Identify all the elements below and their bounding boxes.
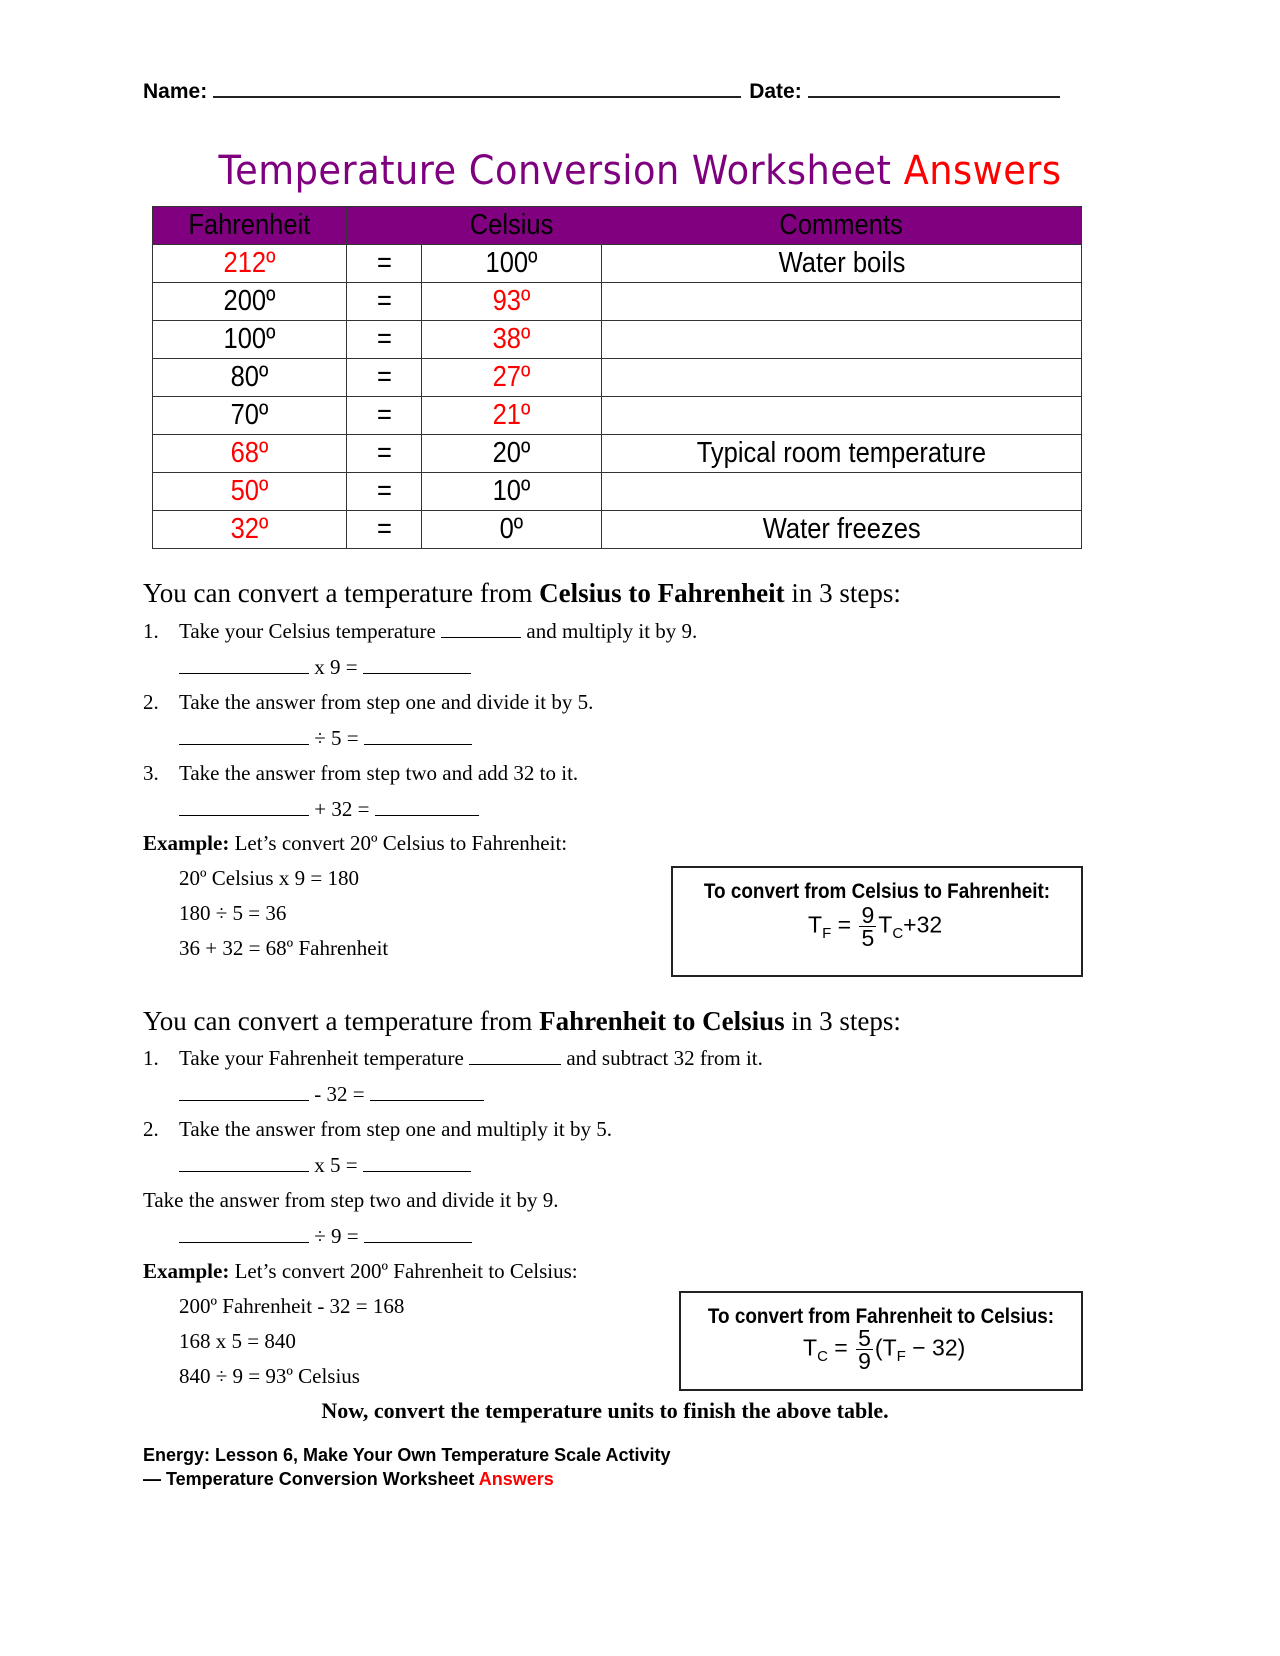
c-to-f-calc-1 <box>179 655 471 679</box>
table-row <box>153 321 1082 359</box>
cell-celsius-text: 20º <box>492 437 531 469</box>
cell-equals <box>347 511 422 549</box>
calc-input-blank[interactable] <box>179 726 309 745</box>
footer-line-1: Energy: Lesson 6, Make Your Own Temperature Scale Activity <box>143 1445 671 1465</box>
c-to-f-calc-3 <box>179 797 479 821</box>
cell-equals-text: = <box>376 285 392 317</box>
calc-operator: ÷ 5 = <box>309 726 364 750</box>
calc-result-blank[interactable] <box>363 1153 471 1172</box>
calc-result-blank[interactable] <box>363 655 471 674</box>
cell-fahrenheit-text: 212º <box>223 247 276 279</box>
header-comments: Comments <box>602 207 1082 245</box>
f-to-c-step-2 <box>143 1117 612 1141</box>
example-text: Let’s convert 20º Celsius to Fahrenheit: <box>229 831 568 855</box>
f-to-c-example-heading <box>143 1259 578 1283</box>
cell-comment <box>602 245 1082 283</box>
cell-celsius-text: 27º <box>492 361 531 393</box>
table-row <box>153 511 1082 549</box>
step-text: Take your Fahrenheit temperature <box>179 1046 470 1070</box>
table-row <box>153 359 1082 397</box>
intro-text-end: in 3 steps: <box>784 578 901 608</box>
title-main: Temperature Conversion Worksheet <box>218 148 892 194</box>
calc-input-blank[interactable] <box>179 797 309 816</box>
c-to-f-step-1 <box>143 619 697 643</box>
calc-operator: - 32 = <box>309 1082 370 1106</box>
table-header-row <box>153 207 1082 245</box>
example-label: Example: <box>143 1259 230 1283</box>
f-to-c-calc-2 <box>179 1153 471 1177</box>
cell-fahrenheit-text: 68º <box>230 437 269 469</box>
c-to-f-example-heading <box>143 831 567 855</box>
step-number: 2. <box>143 690 159 714</box>
formula-fraction <box>859 904 876 949</box>
header-celsius: Celsius <box>422 207 602 245</box>
cell-equals <box>347 321 422 359</box>
name-date-bar <box>143 78 1083 104</box>
step-number: 1. <box>143 619 159 643</box>
cell-celsius <box>422 245 602 283</box>
cell-equals-text: = <box>376 475 392 507</box>
date-field[interactable] <box>808 78 1060 98</box>
cell-comment <box>602 473 1082 511</box>
formula-variable-sub: C <box>892 925 904 943</box>
cell-comment <box>602 359 1082 397</box>
formula-lhs-sub: C <box>817 1348 828 1366</box>
cell-equals-text: = <box>376 513 392 545</box>
cell-fahrenheit <box>153 473 347 511</box>
cell-comment <box>602 435 1082 473</box>
calc-operator: ÷ 9 = <box>309 1224 364 1248</box>
f-to-c-formula <box>803 1327 965 1372</box>
cell-comment-text: Water boils <box>778 247 905 279</box>
f-to-c-step-3 <box>143 1188 559 1212</box>
conversion-table <box>152 206 1082 549</box>
cell-fahrenheit-text: 200º <box>223 285 276 317</box>
table-row <box>153 435 1082 473</box>
f-to-c-calc-3 <box>179 1224 472 1248</box>
cell-equals-text: = <box>376 399 392 431</box>
cell-comment <box>602 397 1082 435</box>
formula-variable: (T <box>874 1334 897 1361</box>
cell-celsius <box>422 397 602 435</box>
step-text: Take the answer from step two and divide it by 9. <box>143 1188 559 1212</box>
cell-celsius <box>422 283 602 321</box>
cell-comment <box>602 283 1082 321</box>
cell-fahrenheit <box>153 359 347 397</box>
formula-lhs: T <box>808 911 823 938</box>
f-to-c-step-1 <box>143 1046 763 1070</box>
answer-blank[interactable] <box>441 619 521 638</box>
cell-fahrenheit-text: 70º <box>230 399 269 431</box>
f-to-c-example-line-1: 200º Fahrenheit - 32 = 168 <box>179 1294 405 1318</box>
header-equals <box>347 207 422 245</box>
cell-equals-text: = <box>376 323 392 355</box>
cell-equals <box>347 359 422 397</box>
table-row <box>153 473 1082 511</box>
calc-input-blank[interactable] <box>179 1082 309 1101</box>
f-to-c-example-line-2: 168 x 5 = 840 <box>179 1329 296 1353</box>
cell-equals-text: = <box>376 361 392 393</box>
cell-celsius-text: 93º <box>492 285 531 317</box>
intro-bold: Celsius to Fahrenheit <box>539 578 785 608</box>
calc-operator: x 5 = <box>309 1153 363 1177</box>
intro-text: You can convert a temperature from <box>143 578 540 608</box>
cell-celsius <box>422 321 602 359</box>
date-label: Date: <box>749 80 802 103</box>
c-to-f-example-line-1: 20º Celsius x 9 = 180 <box>179 866 359 890</box>
table-row <box>153 245 1082 283</box>
footer-line-2 <box>143 1467 671 1491</box>
calc-operator: + 32 = <box>309 797 375 821</box>
step-text-end: and multiply it by 9. <box>521 619 698 643</box>
fraction-denominator: 9 <box>858 1348 871 1374</box>
step-text: Take the answer from step one and divide it by 5. <box>179 690 594 714</box>
worksheet-title <box>51 148 1229 194</box>
cell-comment-text: Water freezes <box>762 513 921 545</box>
calc-input-blank[interactable] <box>179 655 309 674</box>
footer <box>143 1443 671 1491</box>
step-number: 3. <box>143 761 159 785</box>
step-text: Take the answer from step two and add 32 to it. <box>179 761 579 785</box>
cell-fahrenheit <box>153 283 347 321</box>
calc-operator: x 9 = <box>309 655 363 679</box>
cell-celsius <box>422 359 602 397</box>
f-to-c-formula-box <box>679 1291 1083 1391</box>
example-label: Example: <box>143 831 230 855</box>
cell-fahrenheit <box>153 397 347 435</box>
calc-result-blank[interactable] <box>364 726 472 745</box>
fraction-numerator: 9 <box>861 902 875 928</box>
cell-celsius-text: 100º <box>485 247 538 279</box>
c-to-f-example-line-3: 36 + 32 = 68º Fahrenheit <box>179 936 389 960</box>
c-to-f-formula <box>808 904 942 949</box>
step-text: Take your Celsius temperature <box>179 619 442 643</box>
intro-text-end: in 3 steps: <box>784 1006 901 1036</box>
cell-comment-text: Typical room temperature <box>696 437 987 469</box>
formula-variable-sub: F <box>896 1348 906 1366</box>
cell-comment <box>602 511 1082 549</box>
formula-equals: = <box>827 1334 855 1361</box>
final-instruction: Now, convert the temperature units to finish the above table. <box>321 1398 889 1423</box>
cell-celsius-text: 0º <box>499 513 524 545</box>
step-number: 2. <box>143 1117 159 1141</box>
cell-fahrenheit <box>153 321 347 359</box>
formula-box-title: To convert from Fahrenheit to Celsius: <box>707 1305 1055 1328</box>
formula-tail: +32 <box>903 911 943 938</box>
cell-fahrenheit <box>153 435 347 473</box>
table-row <box>153 397 1082 435</box>
c-to-f-calc-2 <box>179 726 472 750</box>
cell-celsius-text: 10º <box>492 475 531 507</box>
cell-equals <box>347 473 422 511</box>
formula-lhs-sub: F <box>822 925 832 943</box>
cell-equals <box>347 435 422 473</box>
intro-bold: Fahrenheit to Celsius <box>539 1006 785 1036</box>
cell-equals <box>347 245 422 283</box>
formula-tail: − 32) <box>905 1334 966 1361</box>
intro-text: You can convert a temperature from <box>143 1006 540 1036</box>
name-field[interactable] <box>213 78 741 98</box>
cell-fahrenheit-text: 100º <box>223 323 276 355</box>
answer-blank[interactable] <box>469 1046 561 1065</box>
cell-fahrenheit <box>153 245 347 283</box>
f-to-c-intro <box>143 1006 901 1036</box>
step-number: 1. <box>143 1046 159 1070</box>
cell-celsius <box>422 435 602 473</box>
header-fahrenheit: Fahrenheit <box>153 207 347 245</box>
fraction-numerator: 5 <box>858 1325 871 1351</box>
cell-comment <box>602 321 1082 359</box>
name-label: Name: <box>143 80 208 103</box>
footer-answers: Answers <box>478 1469 554 1489</box>
f-to-c-example-line-3: 840 ÷ 9 = 93º Celsius <box>179 1364 360 1388</box>
c-to-f-example-line-2: 180 ÷ 5 = 36 <box>179 901 287 925</box>
cell-fahrenheit-text: 50º <box>230 475 269 507</box>
fraction-denominator: 5 <box>861 925 875 951</box>
c-to-f-step-2 <box>143 690 593 714</box>
step-text: Take the answer from step one and multiply it by 5. <box>179 1117 613 1141</box>
formula-lhs: T <box>803 1334 818 1361</box>
formula-variable: T <box>878 911 893 938</box>
c-to-f-formula-box <box>671 866 1083 977</box>
cell-equals-text: = <box>376 437 392 469</box>
calc-input-blank[interactable] <box>179 1153 309 1172</box>
cell-fahrenheit-text: 32º <box>230 513 269 545</box>
cell-celsius-text: 38º <box>492 323 531 355</box>
footer-line-2-text: — Temperature Conversion Worksheet <box>143 1469 479 1489</box>
table-row <box>153 283 1082 321</box>
calc-result-blank[interactable] <box>364 1224 472 1243</box>
c-to-f-step-3 <box>143 761 578 785</box>
calc-result-blank[interactable] <box>370 1082 484 1101</box>
f-to-c-calc-1 <box>179 1082 484 1106</box>
calc-result-blank[interactable] <box>375 797 479 816</box>
cell-celsius-text: 21º <box>492 399 531 431</box>
step-text-end: and subtract 32 from it. <box>561 1046 763 1070</box>
cell-celsius <box>422 511 602 549</box>
formula-fraction <box>856 1327 873 1372</box>
c-to-f-intro <box>143 578 901 608</box>
cell-fahrenheit-text: 80º <box>230 361 269 393</box>
cell-celsius <box>422 473 602 511</box>
calc-input-blank[interactable] <box>179 1224 309 1243</box>
title-answers: Answers <box>903 148 1062 194</box>
formula-box-title: To convert from Celsius to Fahrenheit: <box>703 880 1051 903</box>
cell-equals <box>347 283 422 321</box>
formula-equals: = <box>831 911 858 938</box>
cell-equals-text: = <box>376 247 392 279</box>
example-text: Let’s convert 200º Fahrenheit to Celsius: <box>229 1259 578 1283</box>
cell-equals <box>347 397 422 435</box>
cell-fahrenheit <box>153 511 347 549</box>
